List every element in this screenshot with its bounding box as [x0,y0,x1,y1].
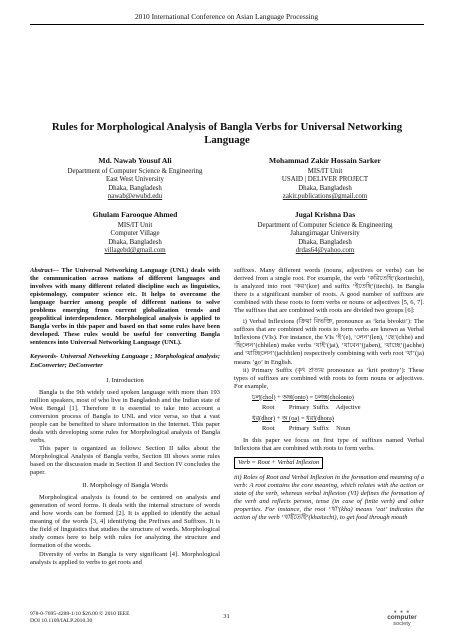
section-heading-morphology: II. Morphology of Bangla Words [82,482,168,490]
section-heading-introduction: I. Introduction [106,376,144,384]
paragraph: ii) Primary Suffix (কৃৎ প্রত্যয় pronounce as ‘krit prottoy’): These types of suffixes are combined with roots to form nouns or adjectives. For example, [234,366,424,390]
label-result: Noun [336,424,351,432]
label-suffix: Primary Suffix [288,424,329,432]
author-email-link[interactable]: nawab@ewubd.edu [107,193,163,201]
formula-box-wrap [234,457,424,469]
author-email-link[interactable]: drdas64@yahoo.com [295,247,355,255]
conference-header: 2010 International Conference on Asian Language Processing [134,12,319,21]
author-affiliation: MIS/IT Unit [307,167,343,175]
abstract-text: The Universal Networking Language (UNL) deals with the communication across nations of different languages and involves with many different related discipline such as linguistics, epistemology, computer science etc. It helps to overcome the language barrier among people of different nations to solve problems emerging from current globalization trends and geopolitical interdependence. Morphological analysis is applied to Bangla verbs in this paper and based on that some rules have been developed. These rules would be useful for converting Bangla sentences into Universal Networking Language (UNL). [30,267,220,347]
author-affiliation: Dhaka, Bangladesh [108,184,162,192]
label-root: Root [262,403,275,411]
paragraph: Bangla is the 9th widely used spoken language with more than 193 million speakers, most of who live in Bangladesh and the Indian state of West Bengal [1]. Therefore it is essential to take into account a conversion process of Bangla to UNL and vice versa, so that a vast people can be benefited to share information in the Internet. This paper deals with developing some rules for Morphological analysis of Bangla verbs. [30,388,220,444]
equals-sign: = [309,393,314,401]
author-affiliation: Department of Computer Science & Engineering [67,167,203,175]
author-affiliation: Dhaka, Bangladesh [108,238,162,246]
example-root: চল্(chol) [252,393,276,401]
label-root: Root [262,424,275,432]
author-email-link[interactable]: zakir.publications@gmail.com [282,193,368,201]
author-name: Ghulam Farooque Ahmed [92,210,178,219]
logo-dots-icon: ● ● ● [393,610,411,615]
author-block-4 [235,211,415,256]
author-name: Md. Nawab Yousuf Ali [98,156,172,165]
author-name: Mohammad Zakir Hossain Sarker [269,156,381,165]
label-result: Adjective [335,403,361,411]
doi-line: DOI 10.1109/IALP.2010.30 [30,618,93,624]
author-block-3 [45,211,225,256]
paragraph: i) Verbal Inflexions (ক্রিয়া বিভক্তি, pronounce as ‘kria bivokti’): The suffixes that are combined with roots to form verbs are known as Verbal Inflexions (VIs). For instance, the VIs ‘ই’(e), ‘লেন’(len), ‘ছে’(chhe) and ‘ছিলেন’(chhilen) make verbs ‘যাই’(jai), ‘যাবেন’(jaben), ‘যাচ্ছে’(jachhe) and ‘যাচ্ছিলেন’(jachhilen) respectively combining with verb root ‘যা’(ja) means ‘go’ in English. [234,318,424,366]
paragraph: Morphological analysis is found to be centered on analysis and generation of word forms. It deals with the internal structure of words and how words can be formed [2]. It is applied to identify the actual meaning of the words [3, 4] identifying the Prefixes and Suffixes. It is the field of linguistics that studies the structure of words. Morphological study comes here to help with rules for analyzing the structure and formation of the words. [30,494,220,550]
isbn-line: 978-0-7695-4288-1/10 $26.00 © 2010 IEEE [30,611,130,617]
author-affiliation: USAID | DELIVER PROJECT [281,176,369,184]
paragraph: suffixes. Many different words (nouns, adjectives or verbs) can be derived from a single root. For example, the verb ‘করিতেছি’(koritechi), is analyzed into root ‘কর’(kor) and suffix ‘ইতেছি’(itechi). In Bangla there is a significant number of roots. A good number of suffixes are combined with these roots to form verbs or nouns or adjectives [5, 6, 7]. The suffixes that are combined with roots are divided two groups [6]: [234,267,424,315]
equals-sign: = [300,414,305,422]
paper-title: Rules for Morphological Analysis of Bangla Verbs for Universal Networking Language [51,121,403,146]
example-equation-2 [252,415,424,423]
header-rule [30,24,424,25]
paragraph [234,474,424,522]
author-affiliation: Department of Computer Science & Engineering [257,221,393,229]
label-suffix: Primary Suffix [288,403,329,411]
abstract-label: Abstract— [30,267,59,274]
example-root: ধর্(dhor) [252,414,276,422]
author-block-2 [235,157,415,202]
ieee-computer-society-logo [379,610,425,627]
example-suffix: অন্ত(onto) [282,393,308,401]
logo-word-2: society [393,621,411,627]
plus-sign: + [277,393,281,401]
plus-sign: + [276,414,281,422]
author-name: Jugal Krishna Das [294,210,356,219]
footer-meta [30,611,130,625]
author-affiliation: MIS/IT Unit [117,221,153,229]
page-number: 31 [223,613,230,620]
example-labels-1 [262,404,424,412]
right-column [234,267,424,522]
author-affiliation: Computer Village [110,230,160,238]
paragraph: Diversity of verbs in Bangla is very significant [4]. Morphological analysis is applied to verbs to get roots and [30,550,220,566]
formula-box: Verb = Root + Verbal Inflexion [234,457,323,469]
paragraph-text: iii) Roles of Root and Verbal Inflexion in the formation and meaning of a verb: A root contains the core meaning, which relates with the action or state of the verb, whereas verbal inflexion (VI) defines the formation of the verb and reflects person, tense (in case of finite verb) and other properties. For instance, the root ‘খা’(kha) means ‘eat’ indicates the action of the verb ‘খাইতেছি’(khaitechi), to get food through mouth [234,474,424,522]
example-suffix: অ (oa) [281,414,300,422]
author-affiliation: Dhaka, Bangladesh [298,238,352,246]
author-affiliation: Jahangirnagar University [290,230,360,238]
paragraph: In this paper we focus on first type of suffixes named Verbal Inflexions that are combined with roots to form verbs. [234,436,424,452]
keywords-text: Universal Networking Language ; Morphological analysis; EnConverter; DeConverter [30,353,220,369]
left-column [30,267,220,567]
author-email-link[interactable]: villagebd@gmail.com [104,247,166,255]
example-result: ধরা(dhora) [306,414,334,422]
logo-word-1: computer [387,614,417,621]
keywords [30,353,220,369]
example-equation-1 [252,394,424,402]
author-affiliation: Dhaka, Bangladesh [298,184,352,192]
author-affiliation: East West University [106,176,164,184]
author-block-1 [45,157,225,202]
abstract [30,267,220,347]
example-result: চলন্ত(cholonto) [314,393,354,401]
keywords-label: Keywords- [30,353,59,361]
example-labels-2 [262,425,424,433]
paragraph: This paper is organized as follows: Section II talks about the Morphological Analysis of Bangla verbs, Section III shows some rules based on the discussion made in Section II and Section IV concludes the paper. [30,444,220,477]
